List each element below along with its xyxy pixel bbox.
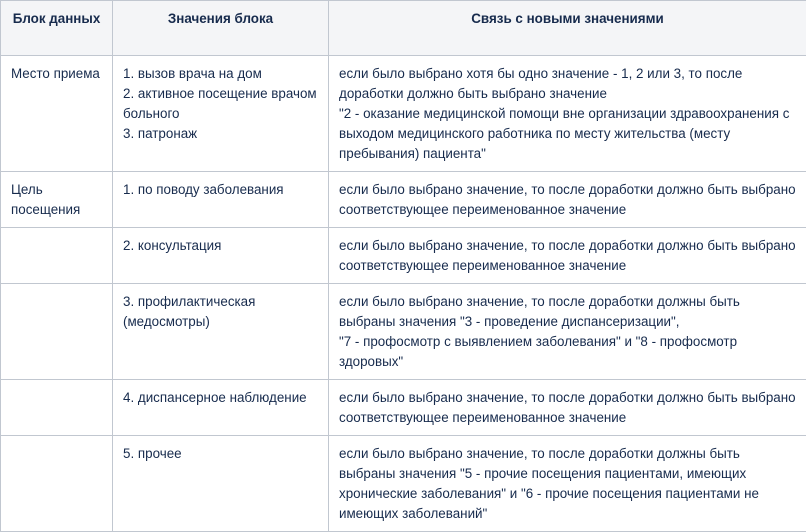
cell-relation [329,172,806,228]
cell-block: Цель посещения [1,172,113,228]
value-line: 1. вызов врача на дом [123,64,318,84]
cell-values [113,436,329,532]
cell-values [113,380,329,436]
relation-line: если было выбрано хотя бы одно значение - 1, 2 или 3, то после доработки должно быть выбрано значение [339,64,796,104]
value-line: 2. активное посещение врачом больного [123,84,318,124]
cell-values [113,228,329,284]
cell-relation [329,284,806,380]
cell-block: Место приема [1,56,113,172]
relation-line: если было выбрано значение, то после доработки должно быть выбрано соответствующее переименованное значение [339,236,796,276]
value-line: 3. профилактическая (медосмотры) [123,292,318,332]
cell-relation [329,228,806,284]
header-relation: Связь с новыми значениями [329,1,806,56]
cell-relation [329,436,806,532]
value-line: 5. прочее [123,444,318,464]
cell-block [1,284,113,380]
value-line: 2. консультация [123,236,318,256]
relation-line: "7 - профосмотр с выявлением заболевания" и "8 - профосмотр здоровых" [339,332,796,372]
table-row [1,172,806,228]
relation-line: если было выбрано значение, то после доработки должно быть выбрано соответствующее переименованное значение [339,180,796,220]
relation-line: если было выбрано значение, то после доработки должно быть выбрано соответствующее переименованное значение [339,388,796,428]
table-row [1,380,806,436]
table-row [1,56,806,172]
table-header-row [1,1,806,56]
cell-values [113,172,329,228]
header-values: Значения блока [113,1,329,56]
cell-block [1,380,113,436]
cell-relation [329,380,806,436]
table-row [1,284,806,380]
relation-line: "2 - оказание медицинской помощи вне организации здравоохранения с выходом медицинского работника по месту жительства (месту пребывания) пациента" [339,104,796,164]
header-block: Блок данных [1,1,113,56]
cell-block [1,228,113,284]
table-row [1,228,806,284]
value-line: 1. по поводу заболевания [123,180,318,200]
cell-values [113,56,329,172]
value-line: 4. диспансерное наблюдение [123,388,318,408]
cell-block [1,436,113,532]
value-line: 3. патронаж [123,124,318,144]
cell-relation [329,56,806,172]
relation-line: если было выбрано значение, то после доработки должны быть выбраны значения "3 - проведение диспансеризации", [339,292,796,332]
relation-line: если было выбрано значение, то после доработки должны быть выбраны значения "5 - прочие посещения пациентами, имеющих хронические заболевания" и "6 - прочие посещения пациентами не имеющих заболеваний" [339,444,796,524]
cell-values [113,284,329,380]
table-row [1,436,806,532]
